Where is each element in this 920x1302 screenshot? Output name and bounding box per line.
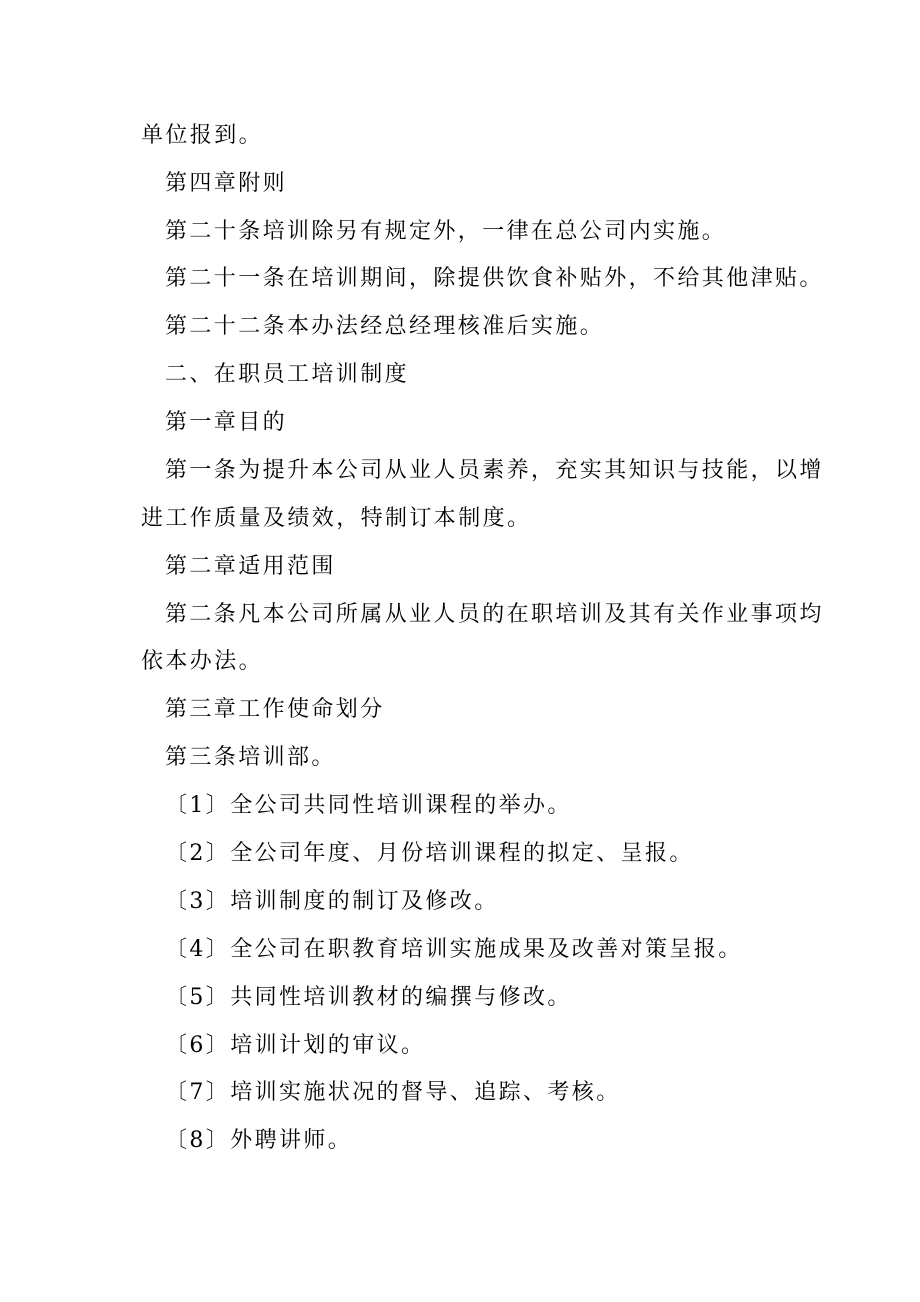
article-1-line-2: 进工作质量及绩效，特制订本制度。 [141,506,532,531]
list-item-3: 〔3〕培训制度的制订及修改。 [165,889,499,914]
list-item-7: 〔7〕培训实施状况的督导、追踪、考核。 [165,1080,621,1105]
list-item-2: 〔2〕全公司年度、月份培训课程的拟定、呈报。 [165,841,694,866]
article-20: 第二十条培训除另有规定外，一律在总公司内实施。 [165,219,727,244]
article-2-line-1: 第二条凡本公司所属从业人员的在职培训及其有关作业事项均 [165,602,824,627]
article-1-line-1: 第一条为提升本公司从业人员素养，充实其知识与技能，以增 [165,458,824,483]
article-3: 第三条培训部。 [165,745,336,770]
chapter-1-heading: 第一章目的 [165,410,288,435]
chapter-4-heading: 第四章附则 [165,171,288,196]
list-item-6: 〔6〕培训计划的审议。 [165,1033,426,1058]
chapter-2-heading: 第二章适用范围 [165,554,336,579]
list-item-1: 〔1〕全公司共同性培训课程的举办。 [165,793,572,818]
article-21: 第二十一条在培训期间，除提供饮食补贴外，不给其他津贴。 [165,266,824,291]
article-2-line-2: 依本办法。 [141,649,264,674]
list-item-8: 〔8〕外聘讲师。 [165,1128,353,1153]
list-item-5: 〔5〕共同性培训教材的编撰与修改。 [165,985,572,1010]
list-item-4: 〔4〕全公司在职教育培训实施成果及改善对策呈报。 [165,937,743,962]
chapter-3-heading: 第三章工作使命划分 [165,697,385,722]
text-line-continuation: 单位报到。 [141,123,264,148]
article-22: 第二十二条本办法经总经理核准后实施。 [165,314,605,339]
section-2-heading: 二、在职员工培训制度 [165,362,410,387]
